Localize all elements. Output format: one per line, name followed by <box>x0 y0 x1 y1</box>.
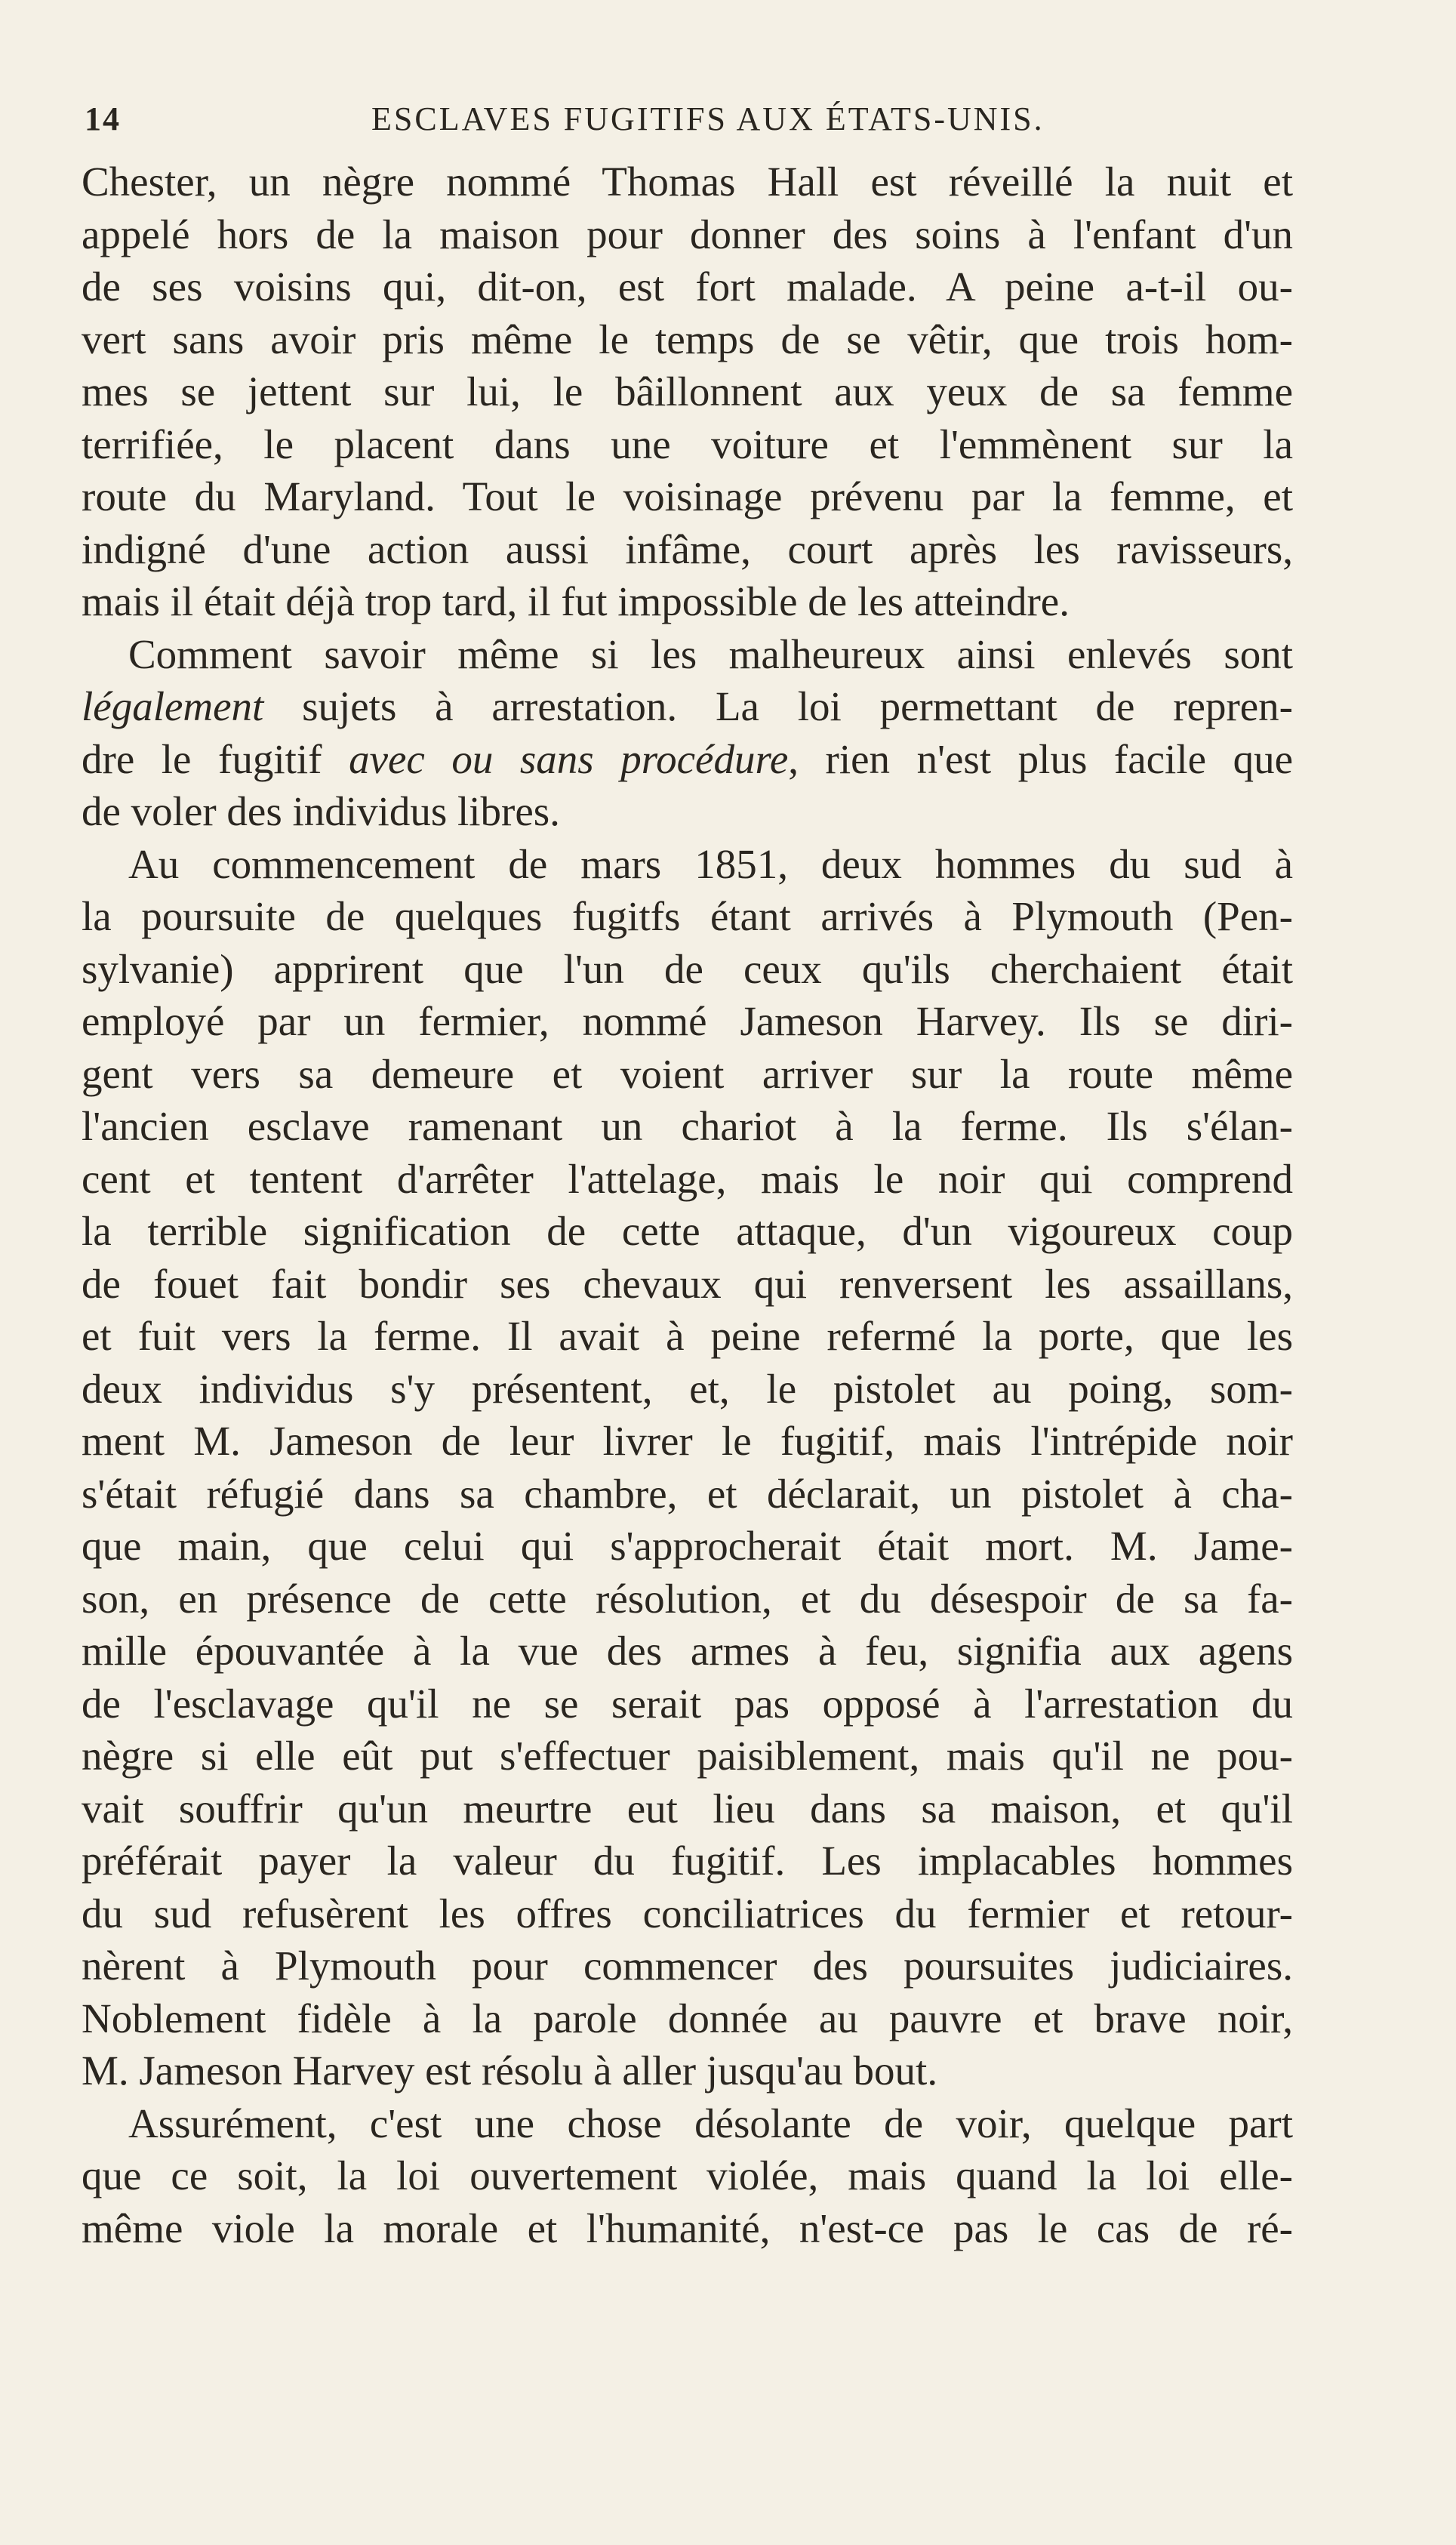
text-segment: appelé hors de la maison pour donner des soins à l'enfant d'un <box>82 211 1293 257</box>
text-segment: sujets à arrestation. La loi permettant de repren- <box>263 683 1293 729</box>
text-segment: même viole la morale et l'humanité, n'est-ce pas le cas de ré- <box>82 2205 1293 2251</box>
text-segment: la terrible signification de cette attaque, d'un vigoureux coup <box>82 1208 1293 1254</box>
text-line <box>82 2097 1293 2150</box>
text-segment: Chester, un nègre nommé Thomas Hall est réveillé la nuit et <box>82 159 1293 205</box>
text-line <box>82 575 1293 628</box>
text-line <box>82 1835 1293 1887</box>
text-segment: l'ancien esclave ramenant un chariot à la ferme. Ils s'élan- <box>82 1103 1293 1149</box>
text-line <box>82 1573 1293 1625</box>
text-segment: indigné d'une action aussi infâme, court après les ravisseurs, <box>82 525 1293 572</box>
text-line <box>82 785 1293 838</box>
text-line <box>82 208 1293 261</box>
text-segment: Noblement fidèle à la parole donnée au pauvre et brave noir, <box>82 1995 1293 2041</box>
text-segment: vait souffrir qu'un meurtre eut lieu dans sa maison, et qu'il <box>82 1785 1293 1832</box>
text-line <box>82 890 1293 943</box>
text-line <box>82 1940 1293 1992</box>
text-segment: nègre si elle eût put s'effectuer paisiblement, mais qu'il ne pou- <box>82 1733 1293 1779</box>
text-line <box>82 1520 1293 1573</box>
text-segment: du sud refusèrent les offres conciliatrices du fermier et retour- <box>82 1890 1293 1936</box>
text-line <box>82 470 1293 523</box>
text-line <box>82 943 1293 996</box>
text-line <box>82 628 1293 681</box>
text-segment: de fouet fait bondir ses chevaux qui renversent les assaillans, <box>82 1260 1293 1307</box>
text-line <box>82 1100 1293 1153</box>
text-line <box>82 156 1293 208</box>
text-segment: employé par un fermier, nommé Jameson Harvey. Ils se diri- <box>82 998 1293 1044</box>
text-line <box>82 313 1293 366</box>
text-line <box>82 838 1293 891</box>
text-segment: la poursuite de quelques fugitfs étant arrivés à Plymouth (Pen- <box>82 893 1293 939</box>
text-segment: de l'esclavage qu'il ne se serait pas opposé à l'arrestation du <box>82 1680 1293 1727</box>
text-segment: mes se jettent sur lui, le bâillonnent aux yeux de sa femme <box>82 368 1293 414</box>
text-line <box>82 1205 1293 1258</box>
text-line <box>82 1992 1293 2045</box>
text-line <box>82 523 1293 576</box>
text-line <box>82 2202 1293 2255</box>
text-segment: son, en présence de cette résolution, et du désespoir de sa fa- <box>82 1575 1293 1622</box>
text-segment: gent vers sa demeure et voient arriver sur la route même <box>82 1050 1293 1097</box>
text-line <box>82 260 1293 313</box>
text-segment: Au commencement de mars 1851, deux hommes du sud à <box>128 840 1293 887</box>
text-segment: deux individus s'y présentent, et, le pistolet au poing, som- <box>82 1365 1293 1412</box>
text-segment: Comment savoir même si les malheureux ainsi enlevés sont <box>128 630 1293 677</box>
running-title: ESCLAVES FUGITIFS AUX ÉTATS-UNIS. <box>371 100 1045 137</box>
page-number: 14 <box>85 100 121 137</box>
text-segment: dre le fugitif <box>82 735 349 782</box>
text-segment: Assurément, c'est une chose désolante de voir, quelque part <box>128 2100 1293 2146</box>
text-line <box>82 1310 1293 1363</box>
text-line <box>82 1887 1293 1940</box>
text-segment: , rien n'est plus facile que <box>788 735 1293 782</box>
text-line <box>82 1153 1293 1206</box>
text-line <box>82 1468 1293 1521</box>
text-line <box>82 1678 1293 1730</box>
text-segment: route du Maryland. Tout le voisinage prévenu par la femme, et <box>82 473 1293 519</box>
italic-text: légalement <box>82 683 264 729</box>
text-line <box>82 1782 1293 1835</box>
text-segment: M. Jameson Harvey est résolu à aller jusqu'au bout. <box>82 2047 938 2094</box>
text-line <box>82 1415 1293 1468</box>
text-line <box>82 1363 1293 1416</box>
text-segment: nèrent à Plymouth pour commencer des poursuites judiciaires. <box>82 1943 1293 1989</box>
text-segment: mille épouvantée à la vue des armes à feu, signifia aux agens <box>82 1628 1293 1674</box>
text-segment: de voler des individus libres. <box>82 788 560 834</box>
text-line <box>82 1048 1293 1101</box>
text-line <box>82 1625 1293 1678</box>
text-segment: mais il était déjà trop tard, il fut impossible de les atteindre. <box>82 578 1070 624</box>
text-line <box>82 2149 1293 2202</box>
text-segment: ment M. Jameson de leur livrer le fugitif, mais l'intrépide noir <box>82 1418 1293 1464</box>
text-segment: préférait payer la valeur du fugitif. Les implacables hommes <box>82 1838 1293 1884</box>
body-text <box>82 156 1293 2254</box>
text-segment: sylvanie) apprirent que l'un de ceux qu'ils cherchaient était <box>82 945 1293 992</box>
text-segment: que main, que celui qui s'approcherait était mort. M. Jame- <box>82 1523 1293 1569</box>
text-segment: et fuit vers la ferme. Il avait à peine refermé la porte, que les <box>82 1313 1293 1359</box>
text-segment: s'était réfugié dans sa chambre, et déclarait, un pistolet à cha- <box>82 1470 1293 1517</box>
text-line <box>82 680 1293 733</box>
text-segment: que ce soit, la loi ouvertement violée, mais quand la loi elle- <box>82 2152 1293 2198</box>
text-line <box>82 418 1293 471</box>
text-line <box>82 1258 1293 1311</box>
text-line <box>82 2044 1293 2097</box>
text-line <box>82 995 1293 1048</box>
text-line <box>82 733 1293 786</box>
running-head <box>85 97 1292 142</box>
text-line <box>82 1730 1293 1782</box>
text-segment: de ses voisins qui, dit-on, est fort malade. A peine a-t-il ou- <box>82 263 1293 310</box>
text-line <box>82 365 1293 418</box>
text-segment: vert sans avoir pris même le temps de se vêtir, que trois hom- <box>82 316 1293 362</box>
italic-text: avec ou sans procédure <box>349 735 789 782</box>
text-segment: terrifiée, le placent dans une voiture et l'emmènent sur la <box>82 421 1293 467</box>
text-segment: cent et tentent d'arrêter l'attelage, mais le noir qui comprend <box>82 1155 1293 1202</box>
